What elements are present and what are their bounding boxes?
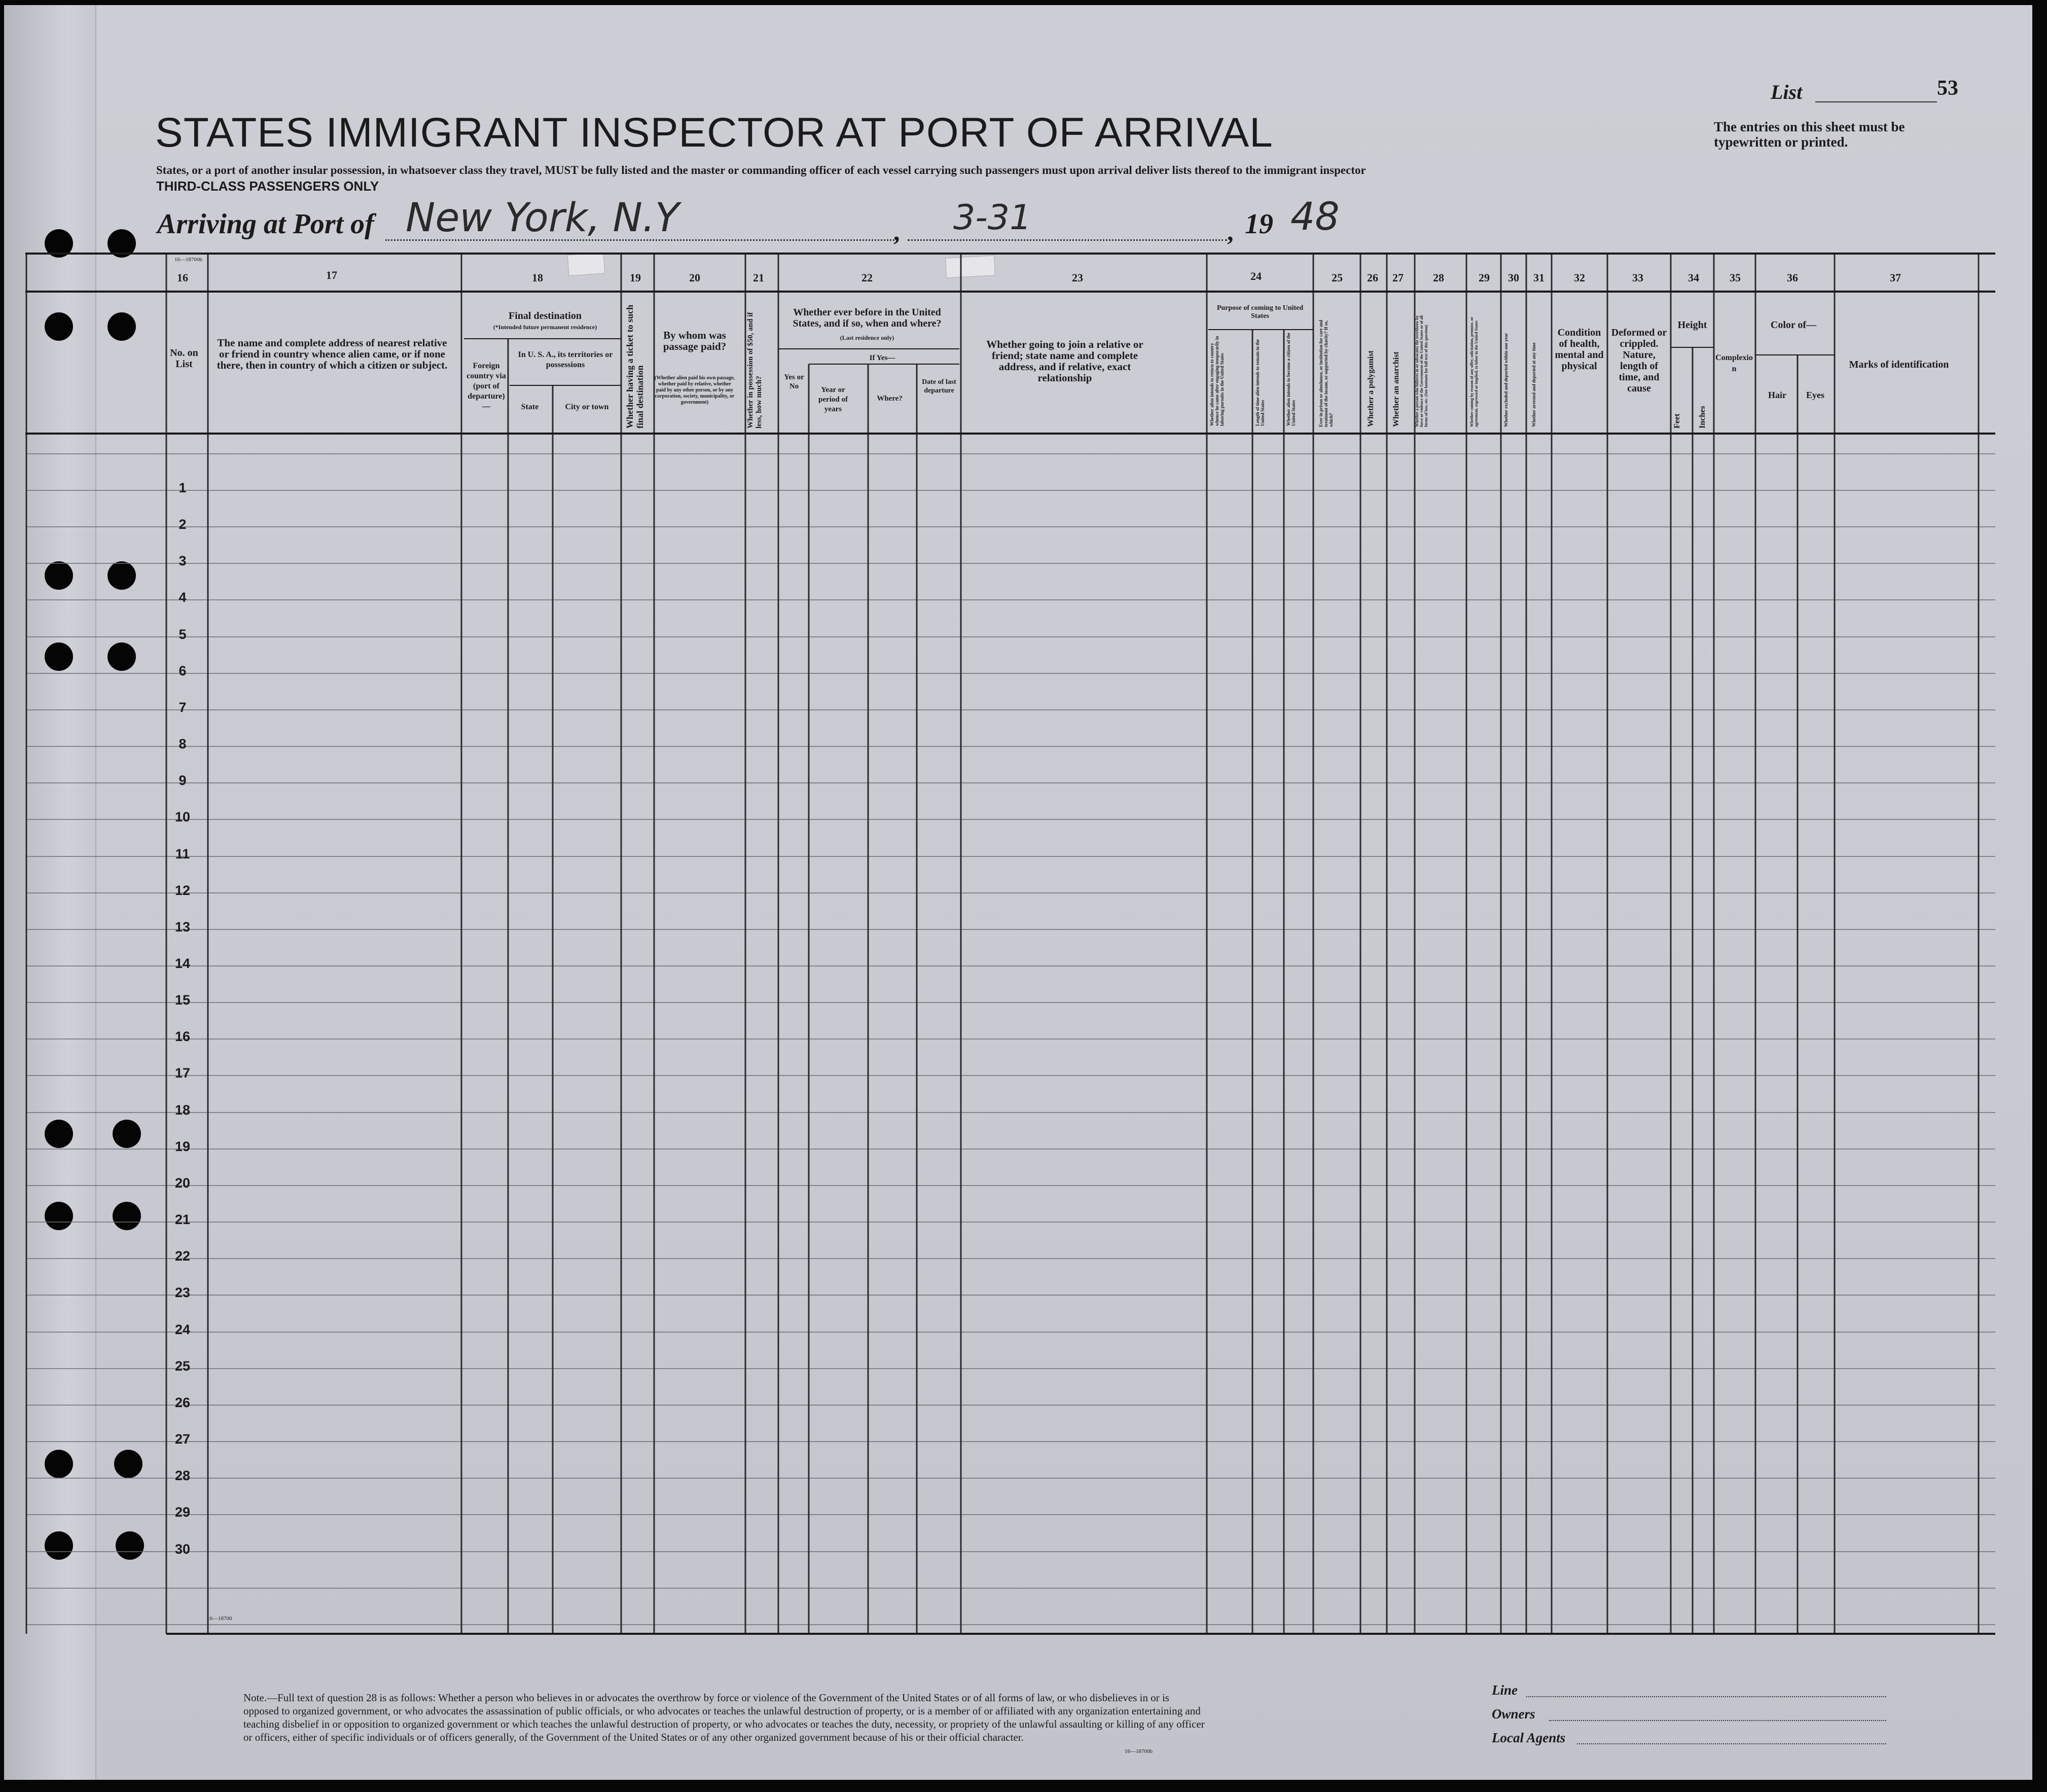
arriving-label: Arriving at Port of	[157, 208, 374, 240]
col-22-subheader: (Last residence only)	[840, 334, 894, 341]
col-37-header: Marks of identification	[1849, 359, 1949, 370]
year-prefix: 19	[1245, 208, 1273, 240]
col-18-subheader: (*Intended future permanent residence)	[493, 324, 597, 331]
col-28-header: Whether a person who believes in or advocates the overthrow by force or violence of the Government of the United States or of all forms of law, etc. (See footnote for full text of this question)	[1415, 315, 1428, 427]
col-num-21: 21	[753, 271, 764, 284]
col-34-header: Height	[1677, 319, 1707, 331]
table-border-lines	[25, 254, 1995, 1634]
col-num-20: 20	[689, 271, 700, 284]
footnote-form-code: 16—18700b	[1125, 1748, 1153, 1754]
row-number: 26	[174, 1395, 191, 1410]
col-22-if-yes: If Yes—	[869, 354, 895, 362]
col-16-header: No. on List	[170, 347, 198, 370]
col-36-hair: Hair	[1768, 390, 1786, 400]
row-number: 22	[174, 1248, 191, 1264]
col-36-eyes: Eyes	[1806, 390, 1824, 400]
col-24-header: Purpose of coming to United States	[1216, 304, 1304, 320]
col-18-state: State	[521, 403, 539, 411]
owners-field	[1549, 1720, 1886, 1721]
row-number: 15	[174, 992, 191, 1008]
row-number: 6	[178, 663, 187, 678]
col-num-28: 28	[1433, 271, 1444, 284]
comma: ,	[893, 218, 900, 246]
header-instructions: States, or a port of another insular possession, in whatsoever class they travel, MUST be fully listed and the master or commanding officer of each vessel carrying such passengers must upon arrival deliver lists thereof to the immigrant inspector	[156, 164, 1366, 176]
col-num-31: 31	[1533, 271, 1545, 284]
row-number: 20	[174, 1175, 191, 1191]
port-handwritten: New York, N.Y	[406, 195, 679, 241]
row-number: 9	[178, 773, 187, 788]
local-agents-field	[1577, 1743, 1886, 1744]
col-num-16: 16	[177, 271, 188, 284]
owners-label: Owners	[1492, 1706, 1535, 1722]
row-number: 28	[174, 1468, 191, 1483]
col-19-header: Whether having a ticket to such final destination	[625, 304, 645, 428]
passenger-class-line: THIRD-CLASS PASSENGERS ONLY	[156, 178, 379, 194]
col-23-header: Whether going to join a relative or friend; state name and complete address, and if relative, exact relationship	[986, 338, 1143, 384]
col-num-37: 37	[1890, 271, 1901, 284]
row-number: 30	[174, 1542, 191, 1557]
col-32-header: Condition of health, mental and physical	[1555, 327, 1604, 372]
col-num-27: 27	[1392, 271, 1404, 284]
row-number: 18	[174, 1102, 191, 1118]
col-22-yes-no: Yes or No	[784, 373, 804, 390]
form-code-top: 16—18700b	[174, 257, 202, 263]
row-lines	[26, 454, 1995, 1625]
col-35-header: Complexion	[1715, 353, 1753, 373]
col-num-26: 26	[1367, 271, 1378, 284]
row-number: 21	[174, 1212, 191, 1227]
row-number: 10	[174, 809, 191, 825]
row-number: 5	[178, 627, 187, 642]
row-number: 8	[178, 736, 187, 751]
form-code-bottom: 16—18700	[207, 1616, 232, 1622]
col-num-23: 23	[1072, 271, 1083, 284]
col-num-30: 30	[1508, 271, 1519, 284]
row-number: 7	[178, 700, 187, 715]
row-number: 1	[178, 480, 187, 495]
row-number: 23	[174, 1285, 191, 1300]
local-agents-label: Local Agents	[1492, 1730, 1566, 1745]
column-lines	[26, 254, 1979, 1634]
row-number: 4	[178, 590, 187, 605]
col-22-date: Date of last departure	[922, 378, 956, 395]
page-title: STATES IMMIGRANT INSPECTOR AT PORT OF ARRIVAL	[155, 110, 1273, 156]
line-label: Line	[1492, 1682, 1518, 1698]
col-24-c: Whether alien intends to become a citizen of the United States	[1286, 333, 1296, 426]
list-label: List	[1771, 81, 1803, 103]
col-25-header: Ever in prison or almshouse, or institution for care and treatment of the insane, or supported by charity? If so, which?	[1318, 319, 1334, 427]
col-num-22: 22	[861, 271, 873, 284]
col-num-17: 17	[326, 269, 337, 281]
col-num-35: 35	[1730, 271, 1741, 284]
col-34-feet: Feet	[1673, 413, 1681, 428]
col-num-33: 33	[1632, 271, 1643, 284]
row-number: 13	[174, 919, 191, 935]
col-26-header: Whether a polygamist	[1367, 350, 1375, 427]
col-22-year: Year or period of years	[818, 386, 848, 413]
list-number: 53	[1937, 77, 1958, 100]
col-21-header: Whether in possession of $50, and if less, how much?	[746, 312, 763, 428]
comma: ,	[1227, 218, 1234, 246]
col-27-header: Whether an anarchist	[1392, 351, 1400, 427]
col-18-city: City or town	[565, 403, 609, 411]
row-number: 24	[174, 1322, 191, 1337]
col-20-header: By whom was passage paid?	[663, 329, 727, 352]
row-number: 19	[174, 1139, 191, 1154]
col-num-36: 36	[1787, 271, 1798, 284]
row-number: 27	[174, 1431, 191, 1447]
col-18-header: Final destination	[509, 310, 582, 321]
col-24-a: Whether alien intends to return to country whence he came after engaging temporarily in laboring pursuits in the United States	[1209, 336, 1225, 426]
row-number: 14	[174, 956, 191, 971]
col-33-header: Deformed or crippled. Nature, length of time, and cause	[1611, 327, 1667, 394]
col-30-header: Whether excluded and deported within one year	[1503, 333, 1509, 427]
col-29-header: Whether coming by reason of any offer, solicitation, promise, or agreement, expressed or implied, to labor in the United States	[1469, 317, 1479, 427]
col-31-header: Whether arrested and deported at any time	[1531, 342, 1536, 427]
col-num-29: 29	[1479, 271, 1490, 284]
col-num-25: 25	[1332, 271, 1343, 284]
col-34-inches: Inches	[1698, 406, 1707, 428]
col-22-where: Where?	[877, 395, 903, 403]
row-number: 29	[174, 1504, 191, 1520]
date-handwritten: 3-31	[953, 198, 1032, 238]
col-36-header: Color of—	[1770, 319, 1817, 331]
row-number: 16	[174, 1029, 191, 1044]
col-num-34: 34	[1688, 271, 1699, 284]
col-24-b: Length of time alien intends to remain in the United States	[1255, 339, 1265, 426]
col-num-24: 24	[1250, 270, 1262, 282]
col-18-foreign: Foreign country via (port of departure)—	[466, 362, 506, 411]
footnote-question-28: Note.—Full text of question 28 is as follows: Whether a person who believes in or advocates the overthrow by force or violence of the Government of the United States or of all forms of law, or who disbelieves in or is opposed to organized government, or who advocates the assassination of public officials, or who advocates or teaches the unlawful destruction of property, or is a member of or affiliated with any organization entertaining and teaching disbelief in or opposition to organized government or which teaches the unlawful destruction of property, or who advocates or teaches the duty, necessity, or propriety of the unlawful assaulting or killing of any officer or officers, either of specific individuals or of officers generally, of the Government of the United States or of any other organized government because of his or their official character.	[243, 1692, 1205, 1743]
col-18-usa: In U. S. A., its territories or possessions	[518, 350, 613, 369]
line-field	[1526, 1696, 1886, 1697]
col-num-32: 32	[1574, 271, 1585, 284]
col-num-18: 18	[532, 271, 543, 284]
year-handwritten: 48	[1290, 194, 1340, 239]
row-number: 2	[178, 517, 187, 532]
row-number: 11	[175, 846, 190, 862]
row-number: 3	[178, 553, 187, 568]
col-22-header: Whether ever before in the United States, and if so, when and where?	[793, 307, 942, 329]
row-number: 12	[174, 883, 191, 898]
col-17-header: The name and complete address of nearest relative or friend in country whence alien came, or if none there, then in country of which a citizen or subject.	[217, 337, 448, 371]
col-num-19: 19	[630, 271, 641, 284]
row-number: 17	[174, 1065, 191, 1081]
row-number: 25	[174, 1358, 191, 1374]
typewritten-notice: The entries on this sheet must be typewritten or printed.	[1714, 119, 1905, 150]
col-20-subheader: (Whether alien paid his own passage, whether paid by relative, whether paid by any other person, or by any corporation, society, municipality, or government)	[654, 375, 735, 405]
